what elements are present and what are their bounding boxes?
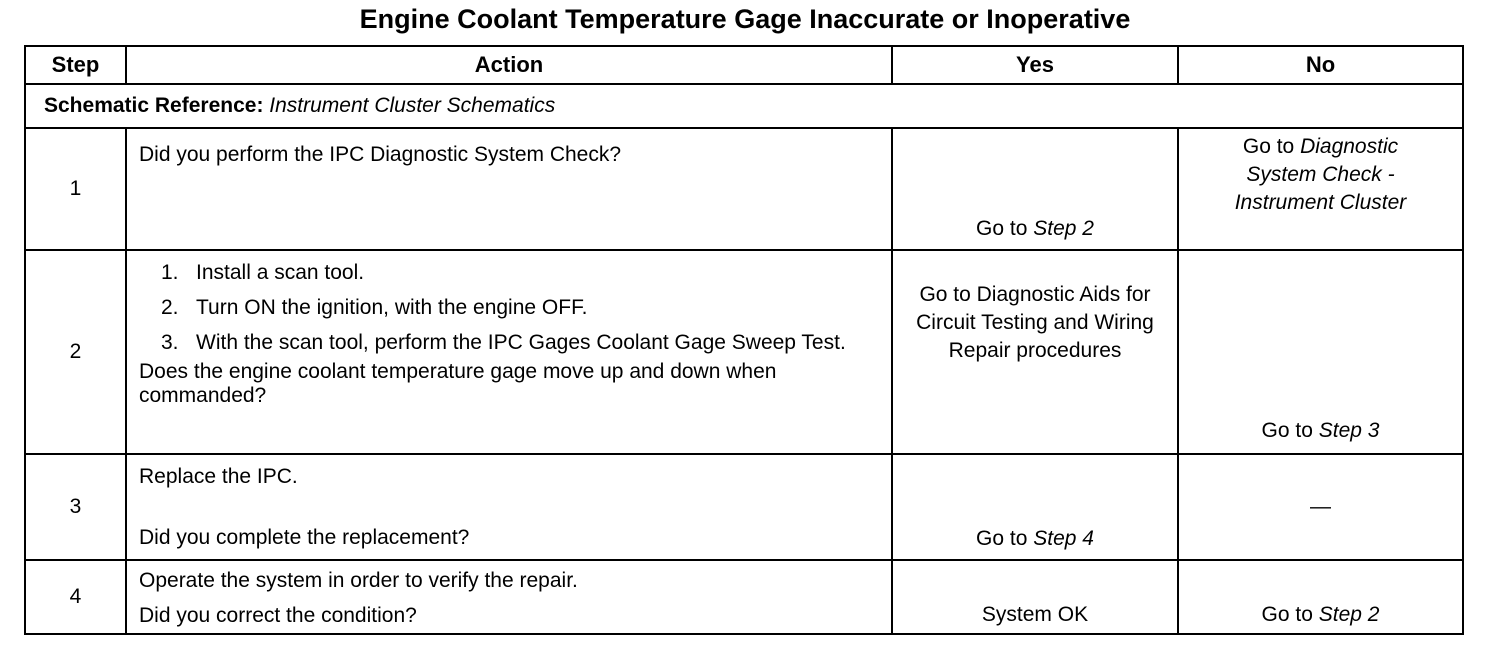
header-no: No	[1178, 46, 1463, 84]
header-step: Step	[25, 46, 126, 84]
table-row	[25, 250, 1463, 454]
header-row	[25, 46, 1463, 84]
action-question: Does the engine coolant temperature gage move up and down when commanded?	[139, 360, 777, 407]
step-number: 4	[25, 560, 126, 634]
action-text: Did you perform the IPC Diagnostic System Check?	[139, 143, 622, 166]
table-row	[25, 560, 1463, 634]
yes-link[interactable]: Step 4	[1033, 527, 1094, 550]
action-cell	[126, 250, 892, 454]
no-cell	[1178, 454, 1463, 560]
step-number: 1	[25, 128, 126, 250]
yes-cell	[892, 454, 1178, 560]
no-link[interactable]: Step 3	[1318, 419, 1380, 442]
action-cell	[126, 560, 892, 634]
yes-cell	[892, 250, 1178, 454]
schematic-reference	[25, 84, 1463, 128]
diagnostic-table	[24, 45, 1464, 635]
header-action: Action	[126, 46, 892, 84]
action-text: Replace the IPC.	[139, 465, 298, 488]
substep-list	[139, 259, 881, 356]
no-text: —	[1310, 495, 1331, 518]
action-cell	[126, 128, 892, 250]
page-title: Engine Coolant Temperature Gage Inaccurate or Inoperative	[359, 4, 1131, 34]
yes-cell	[892, 560, 1178, 634]
action-question: Did you correct the condition?	[139, 604, 417, 627]
no-prefix: Go to	[1261, 419, 1319, 442]
table-row	[25, 454, 1463, 560]
header-yes: Yes	[892, 46, 1178, 84]
step-number: 2	[25, 250, 126, 454]
no-link[interactable]: Step 2	[1318, 603, 1380, 626]
no-prefix: Go to	[1242, 135, 1301, 158]
no-link[interactable]: Diagnostic System Check - Instrument Cluster	[1234, 135, 1407, 214]
no-cell	[1178, 250, 1463, 454]
action-cell	[126, 454, 892, 560]
step-number: 3	[25, 454, 126, 560]
action-question: Did you complete the replacement?	[139, 526, 470, 549]
schematic-link[interactable]: Instrument Cluster Schematics	[269, 94, 556, 117]
substep: 3. With the scan tool, perform the IPC Gages Coolant Gage Sweep Test.	[161, 331, 846, 354]
substep: 2. Turn ON the ignition, with the engine OFF.	[161, 296, 588, 319]
yes-prefix: Go to	[976, 527, 1034, 550]
table-row	[25, 128, 1463, 250]
yes-prefix: Go to	[976, 217, 1034, 240]
yes-text: System OK	[981, 603, 1089, 626]
schematic-row	[25, 84, 1463, 128]
yes-cell	[892, 128, 1178, 250]
schematic-label: Schematic Reference:	[44, 94, 264, 117]
yes-text[interactable]: Go to Diagnostic Aids for Circuit Testing and Wiring Repair procedures	[916, 283, 1154, 362]
substep: 1. Install a scan tool.	[161, 261, 365, 284]
no-prefix: Go to	[1261, 603, 1319, 626]
no-cell	[1178, 128, 1463, 250]
no-cell	[1178, 560, 1463, 634]
action-text: Operate the system in order to verify the repair.	[139, 569, 578, 592]
yes-link[interactable]: Step 2	[1033, 217, 1094, 240]
